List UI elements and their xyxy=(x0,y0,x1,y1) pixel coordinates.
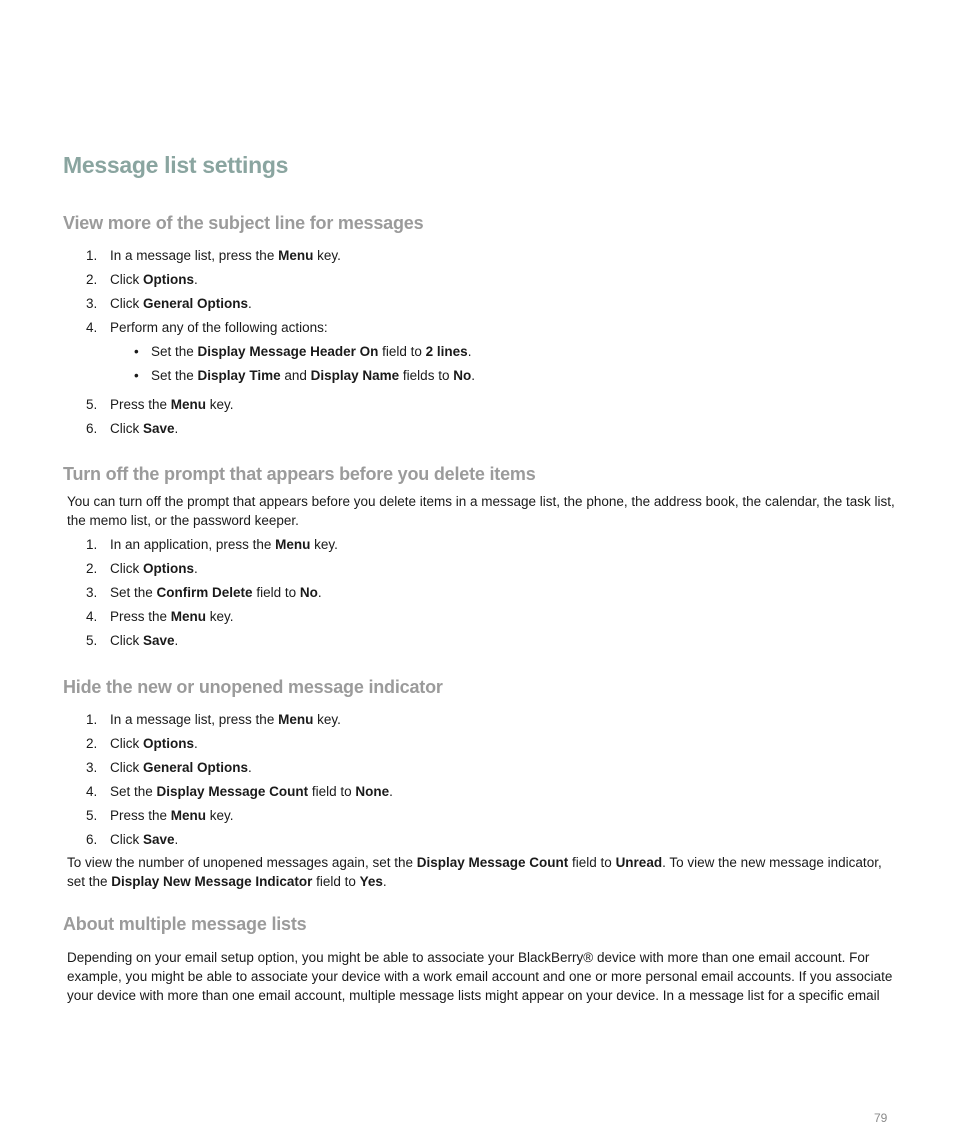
sub-list xyxy=(86,340,475,393)
list-item: 4. Perform any of the following actions: xyxy=(86,320,328,335)
page-number: 79 xyxy=(874,1111,888,1125)
section-heading-subject-line: View more of the subject line for messages xyxy=(63,213,424,233)
steps-subject-line xyxy=(86,244,475,441)
section-body: Depending on your email setup option, you might be able to associate your BlackBerry® device with more than one email account. For example, you might be able to associate your device with a work email account and one or more personal email accounts. If you associate your device with more than one email account, multiple message lists might appear on your device. In a message list for a specific email xyxy=(67,950,893,1003)
list-item: 2. Click Options. xyxy=(86,736,198,751)
list-item: 1. In a message list, press the Menu key. xyxy=(86,712,341,727)
section-note: To view the number of unopened messages again, set the Display Message Count field to Unread. To view the new message indicator, set the Display New Message Indicator field to Yes. xyxy=(67,855,882,889)
list-item: 3. Click General Options. xyxy=(86,760,252,775)
list-item: 2. Click Options. xyxy=(86,272,198,287)
list-item: 1. In a message list, press the Menu key. xyxy=(86,248,341,263)
list-item: 1. In an application, press the Menu key. xyxy=(86,537,338,552)
section-intro: You can turn off the prompt that appears before you delete items in a message list, the phone, the address book, the calendar, the task list, the memo list, or the password keeper. xyxy=(67,494,895,528)
list-item: 5. Press the Menu key. xyxy=(86,397,234,412)
section-heading-multiple-lists: About multiple message lists xyxy=(63,914,307,934)
bullet-item: • Set the Display Time and Display Name fields to No. xyxy=(134,368,475,383)
steps-message-indicator xyxy=(86,708,393,852)
section-heading-message-indicator: Hide the new or unopened message indicator xyxy=(63,677,443,697)
list-item: 4. Set the Display Message Count field to None. xyxy=(86,784,393,799)
list-item: 3. Set the Confirm Delete field to No. xyxy=(86,585,322,600)
list-item: 4. Press the Menu key. xyxy=(86,609,234,624)
sub-list-container xyxy=(86,340,475,393)
bullet-item: • Set the Display Message Header On field to 2 lines. xyxy=(134,344,472,359)
list-item: 5. Press the Menu key. xyxy=(86,808,234,823)
list-item: 5. Click Save. xyxy=(86,633,179,648)
page-title: Message list settings xyxy=(63,152,289,178)
steps-delete-prompt xyxy=(86,533,338,653)
list-item: 6. Click Save. xyxy=(86,832,179,847)
list-item: 3. Click General Options. xyxy=(86,296,252,311)
list-item: 6. Click Save. xyxy=(86,421,179,436)
section-heading-delete-prompt: Turn off the prompt that appears before you delete items xyxy=(63,464,536,484)
list-item: 2. Click Options. xyxy=(86,561,198,576)
